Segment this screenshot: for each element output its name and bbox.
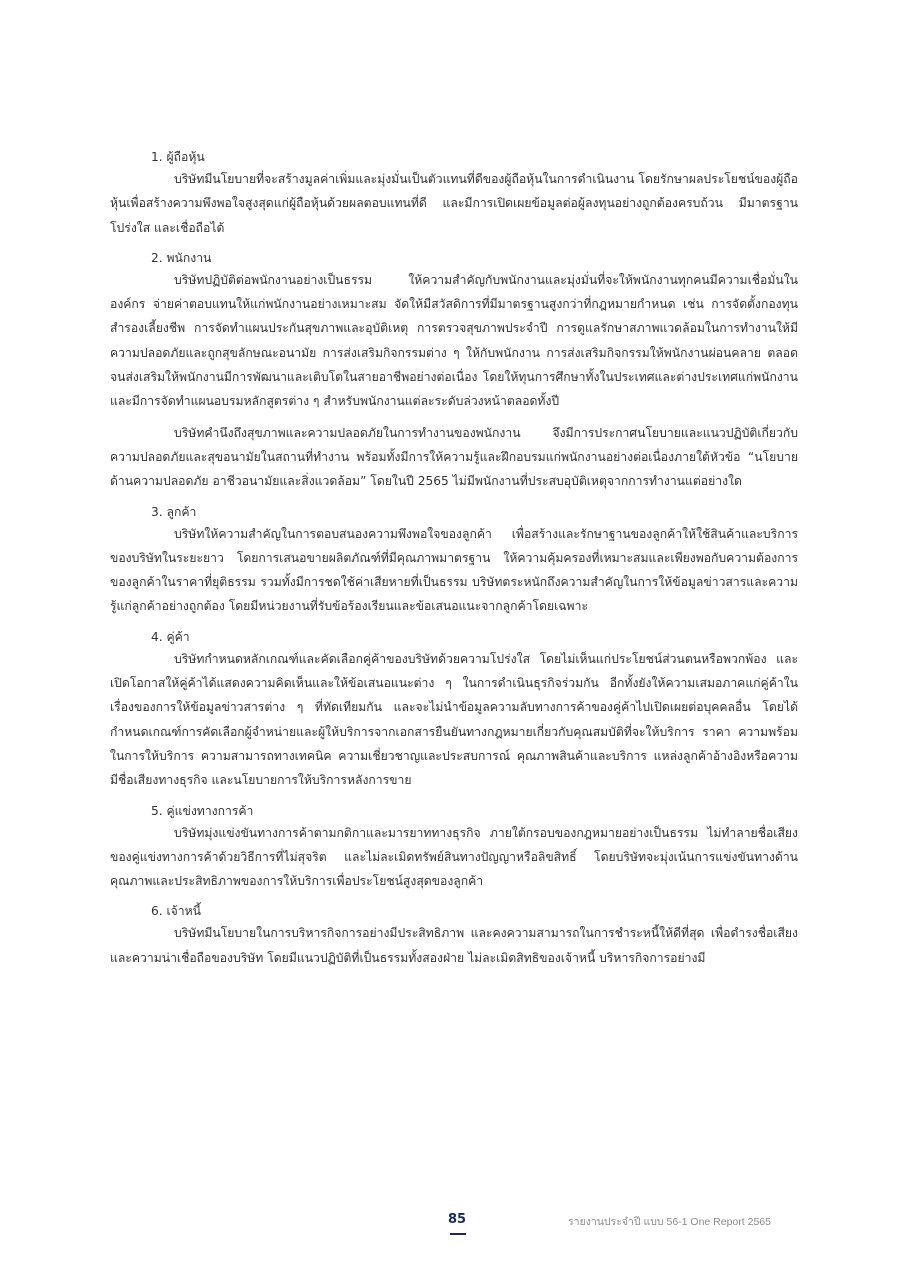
section-paragraph: บริษัทคำนึงถึงสุขภาพและความปลอดภัยในการทำงานของพนักงาน จึงมีการประกาศนโยบายและแนวปฏิบัติเกี่ยวกับความปลอดภัยและสุขอนามัยในสถานที่ทำงาน พร้อมทั้งมีการให้ความรู้และฝึกอบรมแก่พนักงานอย่างต่อเนื่องภายใต้หัวข้อ “นโยบายด้านความปลอดภัย อาชีวอนามัยและสิ่งแวดล้อม” โดยในปี 2565 ไม่มีพนักงานที่ประสบอุบัติเหตุจากการทำงานแต่อย่างใด (110, 425, 798, 489)
section-paragraph: บริษัทมีนโยบายในการบริหารกิจการอย่างมีประสิทธิภาพ และคงความสามารถในการชำระหนี้ให้ดีที่สุด เพื่อดำรงชื่อเสียงและความน่าเชื่อถือของบริษัท โดยมีแนวปฏิบัติที่เป็นธรรมทั้งสองฝ่าย ไม่ละเมิดสิทธิของเจ้าหนี้ บริหารกิจการอย่างมี (110, 926, 798, 965)
section-heading: 1. ผู้ถือหุ้น (151, 150, 205, 164)
paragraph-gap (110, 414, 798, 421)
section-heading: 3. ลูกค้า (151, 504, 197, 519)
section-employees (110, 248, 798, 494)
section-creditors (110, 901, 798, 970)
section-paragraph: บริษัทมีนโยบายที่จะสร้างมูลค่าเพิ่มและมุ่งมั่นเป็นตัวแทนที่ดีของผู้ถือหุ้นในการดำเนินงาน โดยรักษาผลประโยชน์ของผู้ถือหุ้นเพื่อสร้างความพึงพอใจสูงสุดแก่ผู้ถือหุ้นด้วยผลตอบแทนที่ดี และมีการเปิดเผยข้อมูลต่อผู้ลงทุนอย่างถูกต้องครบถ้วน มีมาตรฐาน โปร่งใส และเชื่อถือได้ (110, 172, 798, 235)
section-heading: 4. คู่ค้า (151, 629, 190, 644)
section-customers (110, 502, 798, 619)
section-heading: 2. พนักงาน (151, 250, 212, 265)
section-partners (110, 627, 798, 793)
document-body (110, 147, 798, 978)
section-paragraph: บริษัทกำหนดหลักเกณฑ์และคัดเลือกคู่ค้าของบริษัทด้วยความโปร่งใส โดยไม่เห็นแก่ประโยชน์ส่วนตนหรือพวกพ้อง และเปิดโอกาสให้คู่ค้าได้แสดงความคิดเห็นและให้ข้อเสนอแนะต่าง ๆ ในการดำเนินธุรกิจร่วมกัน อีกทั้งยังให้ความเสมอภาคแก่คู่ค้าในเรื่องของการให้ข้อมูลข่าวสารต่าง ๆ ที่ทัดเทียมกัน และจะไม่นำข้อมูลความลับทางการค้าของคู่ค้าไปเปิดเผยต่อบุคคลอื่น โดยได้กำหนดเกณฑ์การคัดเลือกผู้จำหน่ายและผู้ให้บริการจากเอกสารยืนยันทางกฎหมายเกี่ยวกับคุณสมบัติที่จะให้บริการ ราคา ความพร้อมในการให้บริการ ความสามารถทางเทคนิค ความเชี่ยวชาญและประสบการณ์ คุณภาพสินค้าและบริการ แหล่งลูกค้าอ้างอิงหรือความมีชื่อเสียงทางธุรกิจ และนโยบายการให้บริการหลังการขาย (110, 651, 798, 788)
section-paragraph: บริษัทมุ่งแข่งขันทางการค้าตามกติกาและมารยาททางธุรกิจ ภายใต้กรอบของกฎหมายอย่างเป็นธรรม ไม่ทำลายชื่อเสียงของคู่แข่งทางการค้าด้วยวิธีการที่ไม่สุจริต และไม่ละเมิดทรัพย์สินทางปัญญาหรือลิขสิทธิ์ โดยบริษัทจะมุ่งเน้นการแข่งขันทางด้านคุณภาพและประสิทธิภาพของการให้บริการเพื่อประโยชน์สูงสุดของลูกค้า (110, 825, 798, 889)
section-heading: 6. เจ้าหนี้ (151, 904, 202, 919)
section-paragraph: บริษัทให้ความสำคัญในการตอบสนองความพึงพอใจของลูกค้า เพื่อสร้างและรักษาฐานของลูกค้าให้ใช้สินค้าและบริการของบริษัทในระยะยาว โดยการเสนอขายผลิตภัณฑ์ที่มีคุณภาพมาตรฐาน ให้ความคุ้มครองที่เหมาะสมและเพียงพอกับความต้องการของลูกค้าในราคาที่ยุติธรรม รวมทั้งมีการชดใช้ค่าเสียหายที่เป็นธรรม บริษัทตระหนักถึงความสำคัญในการให้ข้อมูลข่าวสารและความรู้แก่ลูกค้าอย่างถูกต้อง โดยมีหน่วยงานที่รับข้อร้องเรียนและข้อเสนอแนะจากลูกค้าโดยเฉพาะ (110, 526, 798, 614)
section-heading: 5. คู่แข่งทางการค้า (151, 803, 254, 818)
section-paragraph: บริษัทปฏิบัติต่อพนักงานอย่างเป็นธรรม ให้ความสำคัญกับพนักงานและมุ่งมั่นที่จะให้พนักงานทุกคนมีความเชื่อมั่นในองค์กร จ่ายค่าตอบแทนให้แก่พนักงานอย่างเหมาะสม จัดให้มีสวัสดิการที่มีมาตรฐานสูงกว่าที่กฎหมายกำหนด เช่น การจัดตั้งกองทุนสำรองเลี้ยงชีพ การจัดทำแผนประกันสุขภาพและอุบัติเหตุ การตรวจสุขภาพประจำปี การดูแลรักษาสภาพแวดล้อมในการทำงานให้มีความปลอดภัยและถูกสุขลักษณะอนามัย การส่งเสริมกิจกรรมต่าง ๆ ให้กับพนักงาน การส่งเสริมกิจกรรมให้พนักงานผ่อนคลาย ตลอดจนส่งเสริมให้พนักงานมีการพัฒนาและเติบโตในสายอาชีพอย่างต่อเนื่อง โดยให้ทุนการศึกษาทั้งในประเทศและต่างประเทศแก่พนักงาน และมีการจัดทำแผนอบรมหลักสูตรต่าง ๆ สำหรับพนักงานแต่ละระดับล่วงหน้าตลอดทั้งปี (110, 272, 798, 409)
page-footer (0, 1212, 906, 1242)
report-title: รายงานประจำปี แบบ 56-1 One Report 2565 (568, 1216, 771, 1228)
page-number-underline (450, 1233, 466, 1235)
section-shareholders (110, 147, 798, 240)
page-number: 85 (448, 1212, 467, 1227)
section-competitors (110, 801, 798, 894)
